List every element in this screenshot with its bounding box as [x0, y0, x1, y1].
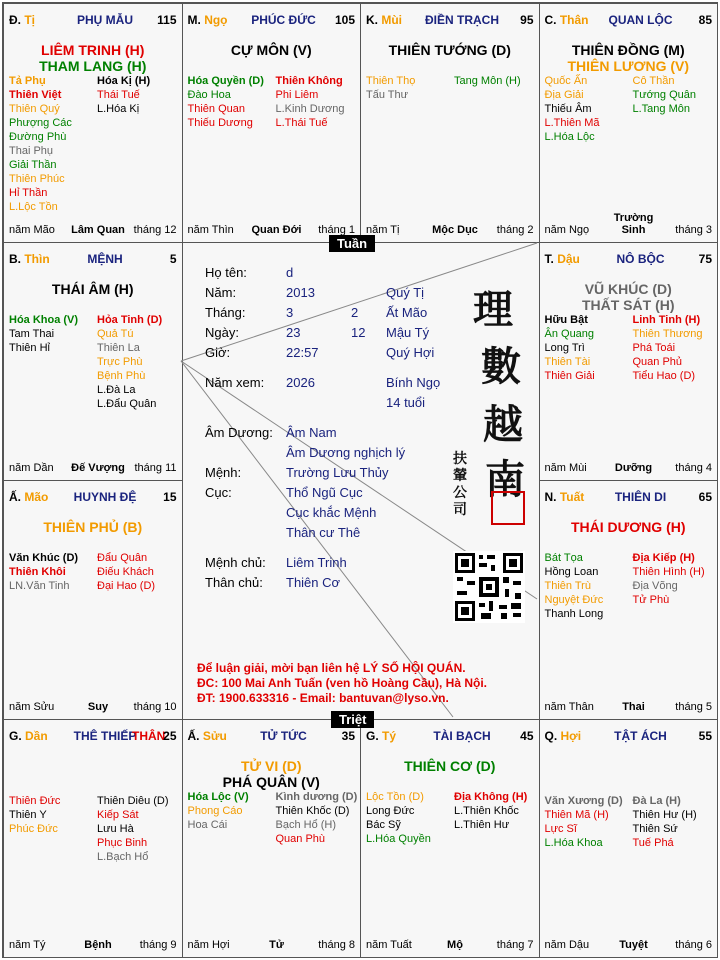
palace-stage: Mộc Dục [432, 223, 478, 236]
seal-char-1: 理 [473, 286, 513, 333]
minor-star: Hóa Khoa (V) [9, 313, 79, 326]
minor-star: Địa Kiếp (H) [632, 552, 695, 564]
menh-value: Trường Lưu Thủy [286, 465, 389, 480]
contact-line-1: Để luận giải, mời bạn liên hệ LÝ SỐ HỘI QUÁN. [197, 661, 466, 675]
minor-star: Tang Môn (H) [454, 75, 521, 87]
major-star: THÁI DƯƠNG (H) [570, 519, 686, 535]
minor-star: Thiên Giải [544, 369, 595, 382]
qr-code-icon[interactable] [453, 551, 525, 623]
major-star: PHÁ QUÂN (V) [222, 773, 320, 790]
minor-star: Thiên Thương [632, 327, 703, 340]
minor-star: Thiên Mã (H) [544, 808, 609, 821]
minor-star: Thiên Trù [544, 580, 591, 592]
menh-label: Mệnh: [205, 465, 242, 480]
minor-star: Tử Phù [632, 594, 670, 606]
minor-star: Thái Tuế [97, 89, 140, 101]
minor-star: Quả Tú [97, 327, 134, 340]
minor-star: Linh Tinh (H) [632, 313, 701, 326]
palace-number: 45 [520, 728, 534, 743]
minor-star: Phong Cáo [187, 804, 243, 817]
minor-star: Hữu Bật [544, 313, 588, 326]
palace-name: THÊ THIẾP [73, 728, 137, 743]
minor-star: L.Đà La [97, 383, 136, 396]
minor-star: L.Đẩu Quân [97, 397, 157, 410]
minor-star: Nguyệt Đức [544, 594, 604, 606]
minor-star: L.Hóa Lộc [544, 131, 595, 143]
menhchu-label: Mệnh chủ: [205, 555, 266, 570]
palace-month: tháng 3 [675, 223, 712, 236]
minor-star: Đà La (H) [632, 794, 681, 807]
palace-name: NÔ BỘC [616, 251, 665, 266]
center-info-panel [183, 243, 539, 719]
day-label: Ngày: [205, 325, 239, 340]
seal-small-3: 公 [453, 485, 467, 501]
palace-number: 55 [698, 728, 712, 743]
seal-char-2: 數 [481, 343, 521, 390]
contact-line-3: ĐT: 1900.633316 - Email: bantuvan@lyso.vn. [197, 691, 449, 705]
name-label: Họ tên: [205, 265, 247, 280]
palace-year: năm Thân [544, 700, 594, 713]
month-label: Tháng: [205, 305, 246, 320]
minor-star: Thiên Quý [9, 103, 60, 115]
palace-month: tháng 12 [133, 223, 177, 236]
minor-star: Trực Phù [97, 355, 143, 368]
major-star: THIÊN CƠ (D) [404, 757, 496, 774]
minor-star: Thanh Long [544, 608, 604, 620]
palace-stage: Bệnh [84, 939, 112, 951]
minor-star: L.Hóa Khoa [544, 836, 603, 849]
palace-number: 105 [334, 13, 355, 27]
minor-star: Quan Phù [275, 832, 326, 845]
minor-star: L.Kinh Dương [275, 103, 345, 115]
minor-star: LN.Văn Tinh [9, 580, 70, 592]
minor-star: Thiên Đức [9, 794, 61, 807]
palace-year: năm Tị [366, 223, 400, 236]
palace-suffix: THÂN [132, 728, 166, 743]
minor-star: Long Trì [544, 341, 585, 354]
minor-star: Địa Võng [632, 580, 678, 592]
palace-name: MỆNH [87, 251, 123, 266]
year-label: Năm: [205, 285, 237, 300]
minor-star: Thiên Việt [9, 89, 62, 101]
palace-stem: M. Ngọ [187, 13, 228, 27]
day-lunar: 12 [351, 325, 366, 340]
palace-stem: Đ. Tị [9, 13, 36, 27]
minor-star: Bệnh Phù [97, 369, 146, 382]
year-value: 2013 [286, 285, 315, 300]
major-star: THẤT SÁT (H) [581, 296, 675, 313]
minor-star: Thiên Y [9, 808, 47, 821]
major-star: LIÊM TRINH (H) [41, 42, 145, 58]
red-stamp [491, 491, 525, 525]
palace-month: tháng 7 [496, 939, 534, 951]
minor-star: Ân Quang [544, 327, 595, 340]
minor-star: Quan Phủ [632, 355, 683, 368]
palace-stem: G. Dần [9, 728, 48, 743]
palace-number: 35 [341, 728, 355, 743]
minor-star: Thiếu Dương [187, 117, 253, 129]
palace-stage: Suy [87, 700, 109, 713]
minor-star: Thiên Hỉ [9, 341, 50, 354]
major-star: TỬ VI (D) [240, 757, 302, 774]
minor-star: Lưu Hà [97, 822, 134, 835]
palace-name: PHỤ MẪU [77, 13, 133, 27]
palace-name: ĐIỀN TRẠCH [425, 13, 499, 27]
month-can: Ất Mão [386, 305, 428, 320]
minor-star: L.Thiên Hư [454, 818, 510, 831]
contact-line-2: ĐC: 100 Mai Anh Tuấn (ven hồ Hoàng Cầu), Hà Nội. [197, 676, 488, 690]
palace-number: 85 [698, 13, 712, 27]
minor-star: Kình dương (D) [275, 790, 358, 803]
palace-number: 95 [520, 13, 534, 27]
minor-star: Tấu Thư [366, 89, 409, 101]
minor-star: Thiên Hư (H) [632, 808, 697, 821]
view-year-value: 2026 [286, 375, 315, 390]
palace-name: HUYNH ĐỆ [73, 490, 137, 504]
seal-small-2: 輦 [453, 468, 467, 484]
month-lunar: 2 [351, 305, 359, 320]
minor-star: Bát Tọa [544, 552, 583, 564]
minor-star: L.Thiên Khốc [454, 804, 519, 817]
minor-star: Hóa Kị (H) [97, 75, 151, 87]
palace-stem: G. Tý [366, 728, 397, 743]
palace-month: tháng 5 [675, 700, 712, 713]
palace-year: năm Tý [9, 939, 46, 951]
minor-star: Tả Phụ [9, 75, 46, 87]
palace-year: năm Dậu [544, 939, 590, 951]
palace-stem: K. Mùi [366, 13, 403, 27]
minor-star: Long Đức [366, 804, 415, 817]
palace-year: năm Thìn [187, 223, 234, 236]
contact-block [197, 661, 487, 706]
palace-stage: Mộ [447, 939, 463, 951]
minor-star: Thiên Thọ [366, 75, 416, 87]
view-age: 14 tuổi [386, 395, 426, 410]
minor-star: Thiên Diêu (D) [97, 794, 169, 807]
minor-star: Thiên Phúc [9, 173, 65, 185]
palace-month: tháng 8 [318, 939, 355, 951]
palace-name: TỬ TỨC [260, 728, 307, 743]
minor-star: Thiên Khốc (D) [275, 804, 350, 817]
palace-month: tháng 2 [496, 223, 534, 236]
palace-number: 15 [163, 490, 177, 504]
major-star: THAM LANG (H) [39, 58, 147, 74]
palace-year: năm Mùi [544, 462, 587, 474]
palace-month: tháng 10 [133, 700, 177, 713]
minor-star: Đào Hoa [187, 89, 231, 101]
cuc-label: Cục: [205, 485, 232, 500]
month-value: 3 [286, 305, 294, 320]
palace-name: THIÊN DI [614, 490, 667, 504]
palace-stage: Đế Vượng [71, 462, 125, 474]
major-star: THIÊN ĐỒNG (M) [571, 42, 685, 58]
minor-star: Thiên Không [275, 75, 343, 87]
minor-star: Tướng Quân [632, 89, 696, 101]
minor-star: L.Thiên Mã [544, 117, 600, 129]
minor-star: Thiên Sứ [632, 822, 678, 835]
palace-month: tháng 6 [675, 939, 712, 951]
palace-year: năm Dần [9, 462, 54, 474]
minor-star: Lộc Tồn (D) [366, 790, 424, 803]
minor-star: Kiếp Sát [97, 808, 139, 821]
hour-value: 22:57 [286, 345, 319, 360]
palace-stage: Lâm Quan [71, 223, 125, 236]
minor-star: L.Lộc Tồn [9, 201, 58, 213]
palace-month: tháng 9 [139, 939, 177, 951]
palace-month: tháng 4 [675, 462, 712, 474]
minor-star: Hóa Lộc (V) [187, 790, 249, 803]
hour-can: Quý Hợi [386, 345, 435, 360]
major-star: THIÊN PHỦ (B) [43, 519, 143, 535]
minor-star: Phá Toái [632, 341, 676, 354]
thanchu-label: Thân chủ: [205, 575, 263, 590]
minor-star: L.Thái Tuế [275, 117, 328, 129]
seal-small-4: 司 [453, 502, 467, 518]
palace-stage: Thai [622, 700, 645, 713]
minor-star: Bác Sỹ [366, 818, 401, 831]
palace-year: năm Sửu [9, 700, 55, 713]
palace-stem: N. Tuất [544, 490, 585, 504]
cuc-2: Cục khắc Mệnh [286, 505, 377, 520]
minor-star: Văn Xương (D) [544, 794, 623, 807]
major-star: THÁI ÂM (H) [51, 280, 134, 297]
major-star: THIÊN TƯỚNG (D) [388, 42, 511, 58]
minor-star: Hồng Loan [544, 566, 599, 578]
view-year-can: Bính Ngọ [386, 375, 441, 390]
major-star: VŨ KHÚC (D) [584, 280, 672, 297]
minor-star: Địa Không (H) [454, 790, 528, 803]
cuc-3: Thân cư Thê [286, 525, 361, 540]
day-value: 23 [286, 325, 301, 340]
palace-name: PHÚC ĐỨC [251, 13, 316, 27]
palace-stem: T. Dậu [544, 251, 580, 266]
minor-star: Hỉ Thần [9, 187, 48, 199]
major-star: THIÊN LƯƠNG (V) [567, 58, 690, 74]
minor-star: L.Bạch Hổ [97, 850, 149, 863]
triet-tag: Triệt [331, 711, 374, 728]
minor-star: Địa Giải [544, 89, 584, 101]
day-can: Mậu Tý [386, 325, 430, 340]
minor-star: Thiếu Âm [544, 103, 592, 115]
name-value: d [286, 265, 294, 280]
minor-star: Hoa Cái [187, 818, 228, 831]
palace-stem: Ấ. Mão [9, 490, 49, 504]
minor-star: Văn Khúc (D) [9, 552, 79, 564]
palace-stem: Q. Hợi [544, 728, 582, 743]
minor-star: Quốc Ấn [544, 75, 588, 87]
minor-star: L.Tang Môn [632, 103, 690, 115]
minor-star: Lực Sĩ [544, 822, 577, 835]
minor-star: Bạch Hổ (H) [275, 818, 337, 831]
minor-star: Tam Thai [9, 327, 55, 340]
minor-star: Phúc Đức [9, 822, 58, 835]
minor-star: Thiên Hình (H) [632, 566, 705, 578]
palace-number: 5 [169, 251, 177, 266]
palace-month: tháng 11 [134, 462, 177, 474]
palace-month: tháng 1 [318, 223, 355, 236]
minor-star: Đại Hao (D) [97, 580, 156, 592]
minor-star: Tiểu Hao (D) [632, 369, 696, 382]
minor-star: Điếu Khách [97, 566, 154, 578]
palace-stage: Trường Sinh [613, 211, 654, 236]
amduong-1: Âm Nam [286, 425, 337, 440]
minor-star: Hỏa Tinh (D) [97, 313, 163, 326]
minor-star: Phục Binh [97, 836, 148, 849]
minor-star: Hóa Quyền (D) [187, 75, 264, 87]
minor-star: Đẩu Quân [97, 552, 148, 564]
minor-star: Thiên Khôi [9, 566, 66, 578]
amduong-2: Âm Dương nghịch lý [286, 445, 406, 460]
palace-number: 75 [698, 251, 712, 266]
palace-name: QUAN LỘC [608, 13, 673, 27]
minor-star: Thai Phụ [9, 145, 54, 157]
minor-star: L.Hóa Quyền [366, 832, 431, 845]
palace-year: năm Mão [9, 223, 55, 236]
minor-star: Thiên La [97, 341, 140, 354]
minor-star: Phượng Các [9, 117, 72, 129]
amduong-label: Âm Dương: [205, 425, 273, 440]
palace-stem: C. Thân [544, 13, 589, 27]
major-star: CỰ MÔN (V) [230, 42, 312, 58]
minor-star: Cô Thần [632, 75, 675, 87]
palace-stage: Tuyệt [619, 939, 648, 951]
palace-year: năm Tuất [366, 939, 412, 951]
palace-stage: Tử [269, 939, 284, 951]
palace-year: năm Hợi [187, 939, 230, 951]
minor-star: Phi Liêm [275, 89, 319, 101]
palace-name: TÀI BẠCH [433, 728, 491, 743]
minor-star: Giải Thần [9, 159, 57, 171]
view-year-label: Năm xem: [205, 375, 265, 390]
horoscope-chart [2, 2, 718, 958]
seal-char-3: 越 [483, 401, 523, 448]
minor-star: Tuế Phá [632, 836, 674, 849]
year-can: Quý Tị [386, 285, 425, 300]
cuc-1: Thổ Ngũ Cục [286, 485, 363, 500]
palace-name: TẬT ÁCH [614, 728, 667, 743]
menhchu-value: Liêm Trinh [286, 555, 347, 570]
tuan-tag: Tuần [329, 235, 375, 252]
palace-stem: Ấ. Sửu [187, 728, 227, 743]
minor-star: Thiên Quan [187, 103, 245, 115]
palace-number: 115 [157, 13, 177, 27]
thanchu-value: Thiên Cơ [286, 575, 341, 590]
seal-small-1: 扶 [453, 451, 467, 467]
palace-stage: Dưỡng [614, 462, 653, 474]
minor-star: Thiên Tài [544, 355, 591, 368]
palace-number: 25 [163, 728, 177, 743]
palace-number: 65 [698, 490, 712, 504]
minor-star: Đường Phù [9, 131, 67, 143]
palace-stem: B. Thìn [9, 251, 50, 266]
seal-char-4: 南 [485, 456, 525, 503]
palace-year: năm Ngọ [544, 223, 590, 236]
hour-label: Giờ: [205, 345, 231, 360]
palace-stage: Quan Đới [251, 223, 302, 236]
minor-star: L.Hóa Kị [97, 103, 140, 115]
